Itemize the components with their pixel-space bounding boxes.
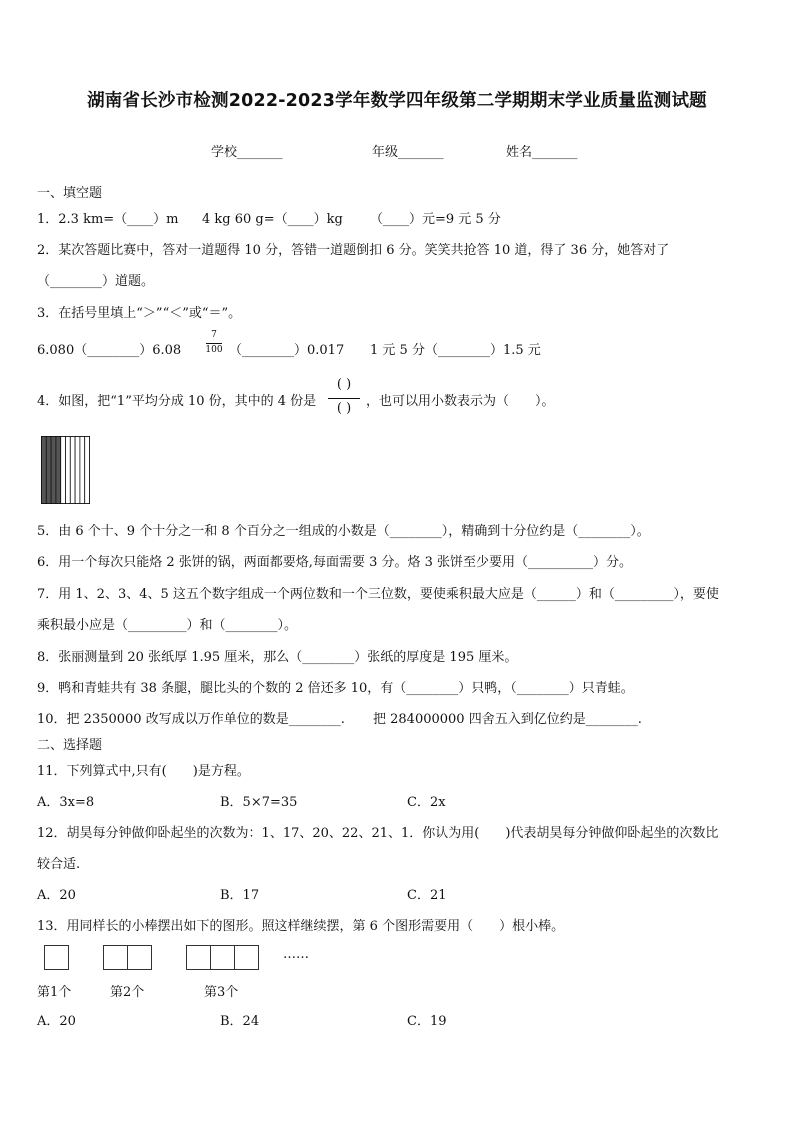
- grid-strip: [42, 437, 47, 504]
- question-2-line2: （________）道题。: [37, 274, 155, 289]
- question-12-line2: 较合适.: [37, 857, 81, 872]
- question-1b: 4 kg 60 g=（____）kg: [202, 212, 343, 227]
- question-13-option-c: C．19: [407, 1014, 447, 1029]
- question-11-option-b: B．5×7=35: [220, 795, 298, 810]
- stick-figure-2: [103, 945, 155, 971]
- question-7-line2: 乘积最小应是（_________）和（________）。: [37, 618, 298, 633]
- grid-strip: [70, 437, 75, 504]
- fraction-blank-bottom: ( ): [336, 401, 352, 416]
- question-2-line1: 2．某次答题比赛中，答对一道题得 10 分，答错一道题倒扣 6 分。笑笑共抢答 10 道，得了 36 分，她答对了: [37, 243, 670, 258]
- question-9: 9．鸭和青蛙共有 38 条腿，腿比头的个数的 2 倍还多 10，有（________）只鸭，（________）只青蛙。: [37, 681, 634, 696]
- question-5: 5．由 6 个十、9 个十分之一和 8 个百分之一组成的小数是（________），精确到十分位约是（________）。: [37, 524, 650, 539]
- question-13-option-a: A．20: [37, 1014, 76, 1029]
- question-12-option-c: C．21: [407, 888, 447, 903]
- grid-strip: [46, 437, 51, 504]
- grade-field: 年级_______: [372, 145, 444, 160]
- figure-label-2: 第2个: [110, 985, 145, 1000]
- question-6: 6．用一个每次只能烙 2 张饼的锅，两面都要烙,每面需要 3 分。烙 3 张饼至少要用（__________）分。: [37, 555, 633, 570]
- section-choice: 二、选择题: [37, 738, 103, 753]
- grid-strip: [56, 437, 61, 504]
- question-12-line1: 12．胡昊每分钟做仰卧起坐的次数为：1、17、20、22、21、1．你认为用( )代表胡昊每分钟做仰卧起坐的次数比: [37, 826, 719, 841]
- question-11-option-a: A．3x=8: [37, 795, 95, 810]
- stick-figure-3: [186, 945, 262, 971]
- grid-strip: [85, 437, 90, 504]
- figure-label-3: 第3个: [204, 985, 239, 1000]
- question-7-line1: 7．用 1、2、3、4、5 这五个数字组成一个两位数和一个三位数，要使乘积最大应是（______）和（_________），要使: [37, 587, 719, 602]
- question-11-option-c: C．2x: [407, 795, 446, 810]
- question-3-stem: 3．在括号里填上“＞”“＜”或“＝”。: [37, 306, 242, 321]
- figure-label-1: 第1个: [37, 985, 72, 1000]
- question-10a: 10．把 2350000 改写成以万作单位的数是________.: [37, 712, 345, 727]
- grid-strip: [51, 437, 56, 504]
- fraction-numerator: 7: [211, 330, 217, 340]
- question-8: 8．张丽测量到 20 张纸厚 1.95 厘米，那么（________）张纸的厚度是 195 厘米。: [37, 650, 518, 665]
- question-3c: 1 元 5 分（________）1.5 元: [370, 343, 541, 358]
- question-3a: 6.080（________）6.08: [37, 343, 182, 358]
- question-4-before: 4．如图，把“1”平均分成 10 份，其中的 4 份是: [37, 394, 317, 409]
- fraction-denominator: 100: [205, 345, 223, 355]
- question-13-stem: 13．用同样长的小棒摆出如下的图形。照这样继续摆，第 6 个图形需要用（ ）根小棒。: [37, 919, 565, 934]
- question-10b: 把 284000000 四舍五入到亿位约是________.: [373, 712, 642, 727]
- fraction-blank-bar: [328, 398, 360, 399]
- fraction-bar: [206, 343, 222, 344]
- question-1c: （____）元=9 元 5 分: [370, 212, 501, 227]
- question-1a: 1．2.3 km=（____）m: [37, 212, 179, 227]
- school-field: 学校_______: [211, 145, 283, 160]
- pattern-ellipsis: ……: [283, 947, 309, 962]
- page-title: 湖南省长沙市检测2022-2023学年数学四年级第二学期期末学业质量监测试题: [87, 91, 707, 111]
- grid-strip: [75, 437, 80, 504]
- question-12-option-b: B．17: [220, 888, 260, 903]
- question-12-option-a: A．20: [37, 888, 76, 903]
- grid-strip: [80, 437, 85, 504]
- question-4-after: ，也可以用小数表示为（ ）。: [366, 394, 555, 409]
- question-13-option-b: B．24: [220, 1014, 260, 1029]
- stick-figure-1: [44, 945, 72, 971]
- question-11-stem: 11．下列算式中,只有( )是方程。: [37, 764, 250, 779]
- grid-strip: [61, 437, 66, 504]
- fraction-blank-top: ( ): [336, 377, 352, 392]
- decimal-grid-figure: [41, 436, 91, 506]
- question-3b: （________）0.017: [229, 343, 345, 358]
- name-field: 姓名_______: [506, 145, 578, 160]
- section-fill-blank: 一、填空题: [37, 186, 103, 201]
- grid-strip: [66, 437, 71, 504]
